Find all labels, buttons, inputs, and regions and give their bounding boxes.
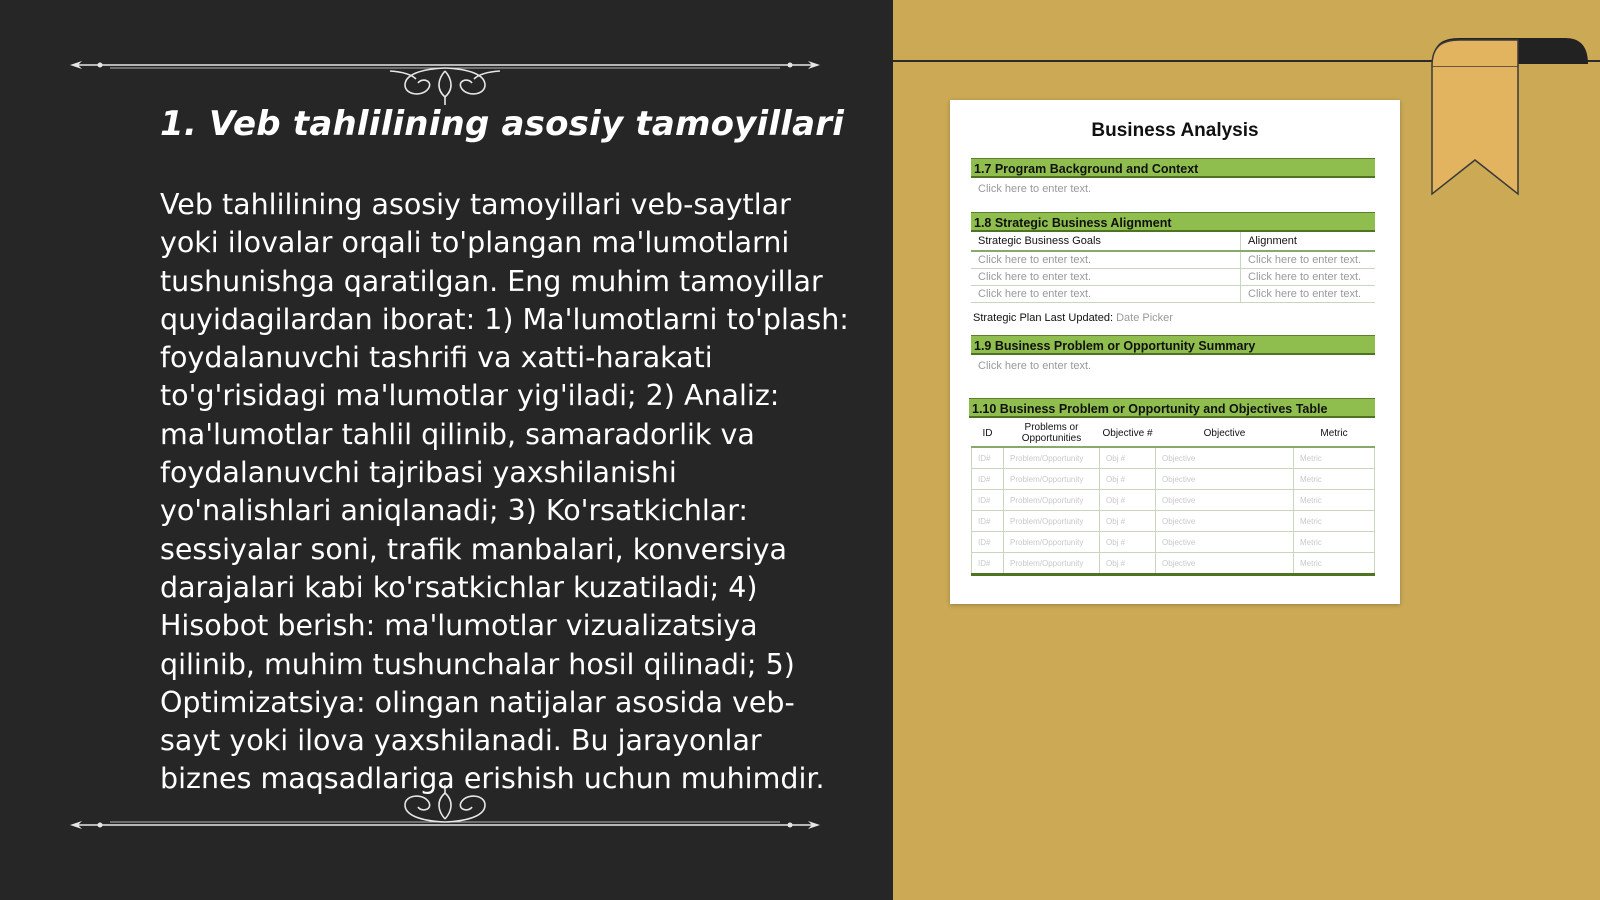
objectives-table: [971, 420, 1375, 576]
problem-cell[interactable]: Problem/Opportunity: [1004, 532, 1100, 553]
goal-cell[interactable]: Click here to enter text.: [971, 286, 1241, 303]
section-heading-strategic-alignment: 1.8 Strategic Business Alignment: [971, 212, 1375, 232]
column-header-goals: Strategic Business Goals: [971, 232, 1241, 251]
metric-cell[interactable]: Metric: [1294, 490, 1375, 511]
objective-number-cell[interactable]: Obj #: [1100, 490, 1156, 511]
top-flourish-ornament-icon: [60, 45, 830, 105]
objective-number-cell[interactable]: Obj #: [1100, 532, 1156, 553]
problem-cell[interactable]: Problem/Opportunity: [1004, 511, 1100, 532]
column-header-objective-number: Objective #: [1100, 420, 1156, 447]
goal-cell[interactable]: Click here to enter text.: [971, 251, 1241, 269]
slide-body-text: Veb tahlilining asosiy tamoyillari veb-saytlar yoki ilovalar orqali to'plangan ma'lumotlarni tushunishga qaratilgan. Eng muhim tamoyillar quyidagilardan iborat: 1) Ma'lumotlarni to'plash: foydalanuvchi tashrifi va xatti-harakati to'g'risidagi ma'lumotlar yig'iladi; 2) Analiz: ma'lumotlar tahlil qilinib, samaradorlik va foydalanuvchi tajribasi yaxshilanishi yo'nalishlari aniqlanadi; 3) Ko'rsatkichlar: sessiyalar soni, trafik manbalari, konversiya darajalari kabi ko'rsatkichlar kuzatiladi; 4) Hisobot berish: ma'lumotlar vizualizatsiya qilinib, muhim tushunchalar hosil qilinadi; 5) Optimizatsiya: olingan natijalar asosida veb-sayt yoki ilova yaxshilanadi. Bu jarayonlar biznes maqsadlariga erishish uchun muhimdir.: [160, 188, 849, 796]
table-row: [971, 251, 1375, 269]
id-cell[interactable]: ID#: [972, 490, 1004, 511]
objective-cell[interactable]: Objective: [1156, 532, 1294, 553]
table-row: [972, 553, 1375, 575]
metric-cell[interactable]: Metric: [1294, 469, 1375, 490]
id-cell[interactable]: ID#: [972, 469, 1004, 490]
id-cell[interactable]: ID#: [972, 532, 1004, 553]
objective-cell[interactable]: Objective: [1156, 447, 1294, 469]
id-cell[interactable]: ID#: [972, 447, 1004, 469]
bookmark-ribbon-icon: [1430, 36, 1590, 206]
table-row: [971, 269, 1375, 286]
id-cell[interactable]: ID#: [972, 511, 1004, 532]
column-header-alignment: Alignment: [1241, 232, 1376, 251]
objective-cell[interactable]: Objective: [1156, 553, 1294, 575]
table-row: [972, 490, 1375, 511]
objective-number-cell[interactable]: Obj #: [1100, 511, 1156, 532]
slide-title: 1. Veb tahlilining asosiy tamoyillari: [160, 104, 845, 144]
problem-cell[interactable]: Problem/Opportunity: [1004, 447, 1100, 469]
table-row: [971, 286, 1375, 303]
column-header-problems: Problems or Opportunities: [1004, 420, 1100, 447]
placeholder-text[interactable]: Click here to enter text.: [978, 360, 1092, 372]
objective-cell[interactable]: Objective: [1156, 469, 1294, 490]
table-row: [972, 447, 1375, 469]
bottom-flourish-ornament-icon: [60, 785, 830, 845]
metric-cell[interactable]: Metric: [1294, 511, 1375, 532]
table-row: [972, 532, 1375, 553]
section-heading-problem-summary: 1.9 Business Problem or Opportunity Summary: [971, 335, 1375, 355]
objective-number-cell[interactable]: Obj #: [1100, 447, 1156, 469]
table-header-row: [972, 420, 1375, 447]
id-cell[interactable]: ID#: [972, 553, 1004, 575]
goal-cell[interactable]: Click here to enter text.: [971, 269, 1241, 286]
strategic-alignment-table: [971, 232, 1375, 303]
problem-cell[interactable]: Problem/Opportunity: [1004, 490, 1100, 511]
column-header-objective: Objective: [1156, 420, 1294, 447]
alignment-cell[interactable]: Click here to enter text.: [1241, 251, 1376, 269]
placeholder-text[interactable]: Click here to enter text.: [978, 183, 1092, 195]
column-header-id: ID: [972, 420, 1004, 447]
plan-updated-line: [973, 312, 1173, 324]
problem-cell[interactable]: Problem/Opportunity: [1004, 553, 1100, 575]
metric-cell[interactable]: Metric: [1294, 532, 1375, 553]
problem-cell[interactable]: Problem/Opportunity: [1004, 469, 1100, 490]
table-row: [972, 469, 1375, 490]
objective-cell[interactable]: Objective: [1156, 490, 1294, 511]
metric-cell[interactable]: Metric: [1294, 447, 1375, 469]
alignment-cell[interactable]: Click here to enter text.: [1241, 286, 1376, 303]
column-header-metric: Metric: [1294, 420, 1375, 447]
objective-cell[interactable]: Objective: [1156, 511, 1294, 532]
business-analysis-document: [950, 100, 1400, 604]
alignment-cell[interactable]: Click here to enter text.: [1241, 269, 1376, 286]
plan-updated-label: Strategic Plan Last Updated:: [973, 312, 1114, 324]
section-heading-objectives-table: 1.10 Business Problem or Opportunity and Objectives Table: [969, 398, 1375, 418]
objective-number-cell[interactable]: Obj #: [1100, 553, 1156, 575]
metric-cell[interactable]: Metric: [1294, 553, 1375, 575]
date-picker[interactable]: Date Picker: [1116, 312, 1173, 324]
section-heading-program-background: 1.7 Program Background and Context: [971, 158, 1375, 178]
document-title: Business Analysis: [1091, 120, 1259, 141]
table-row: [972, 511, 1375, 532]
objective-number-cell[interactable]: Obj #: [1100, 469, 1156, 490]
